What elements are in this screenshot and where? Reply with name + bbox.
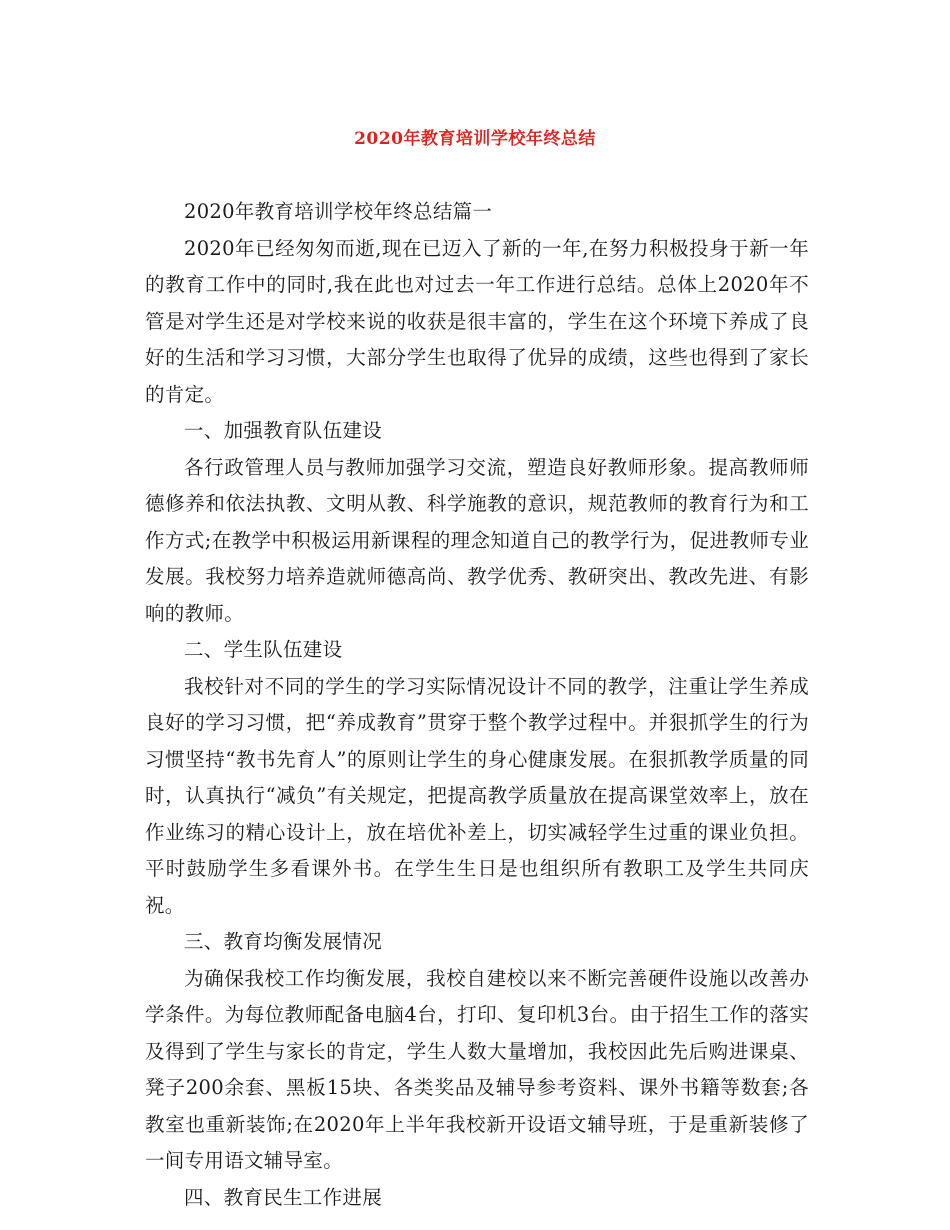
document-body <box>145 194 809 1216</box>
section-body-3: 为确保我校工作均衡发展，我校自建校以来不断完善硬件设施以改善办学条件。为每位教师配备电脑4台，打印、复印机3台。由于招生工作的落实及得到了学生与家长的肯定，学生人数大量增加，我校因此先后购进课桌、凳子200余套、黑板15块、各类奖品及辅导参考资料、课外书籍等数套;各教室也重新装饰;在2020年上半年我校新开设语文辅导班，于是重新装修了一间专用语文辅导室。 <box>145 966 809 1172</box>
section-heading-4: 四、教育民生工作进展 <box>184 1185 383 1209</box>
section-heading-3: 三、教育均衡发展情况 <box>184 930 383 953</box>
section-body-1: 各行政管理人员与教师加强学习交流，塑造良好教师形象。提高教师师德修养和依法执教、文明从教、科学施教的意识，规范教师的教育行为和工作方式;在教学中积极运用新课程的理念知道自己的教学行为，促进教师专业发展。我校努力培养造就师德高尚、教学优秀、教研突出、教改先进、有影响的教师。 <box>145 455 809 625</box>
subtitle-paragraph: 2020年教育培训学校年终总结篇一 <box>184 200 493 223</box>
section-heading-1: 一、加强教育队伍建设 <box>184 419 383 442</box>
document-title: 2020年教育培训学校年终总结 <box>354 129 596 149</box>
intro-paragraph: 2020年已经匆匆而逝,现在已迈入了新的一年,在努力积极投身于新一年的教育工作中的同时,我在此也对过去一年工作进行总结。总体上2020年不管是对学生还是对学校来说的收获是很丰富的，学生在这个环境下养成了良好的生活和学习习惯，大部分学生也取得了优异的成绩，这些也得到了家长的肯定。 <box>145 236 809 406</box>
section-heading-2: 二、学生队伍建设 <box>184 638 343 661</box>
section-body-2: 我校针对不同的学生的学习实际情况设计不同的教学，注重让学生养成良好的学习习惯，把“养成教育”贯穿于整个教学过程中。并狠抓学生的行为习惯坚持“教书先育人”的原则让学生的身心健康发展。在狠抓教学质量的同时，认真执行“减负”有关规定，把提高教学质量放在提高课堂效率上，放在作业练习的精心设计上，放在培优补差上，切实减轻学生过重的课业负担。平时鼓励学生多看课外书。在学生生日是也组织所有教职工及学生共同庆祝。 <box>145 674 809 917</box>
